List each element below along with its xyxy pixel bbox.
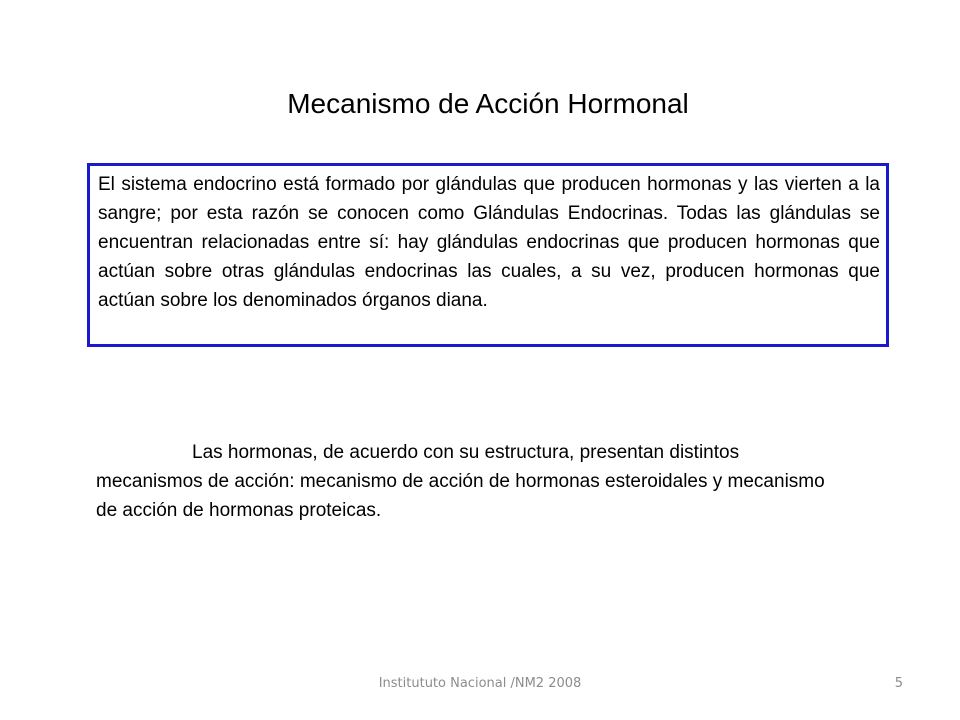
slide-title: Mecanismo de Acción Hormonal <box>287 88 689 119</box>
intro-text-box <box>87 163 889 347</box>
body-paragraph: Las hormonas, de acuerdo con su estructura, presentan distintos mecanismos de acción: mecanismo de acción de hormonas esteroidales y mecanismo de acción de hormonas proteicas. <box>96 442 825 521</box>
slide-footer <box>0 676 960 696</box>
intro-paragraph: El sistema endocrino está formado por glándulas que producen hormonas y las vierten a la sangre; por esta razón se conocen como Glándulas Endocrinas. Todas las glándulas se encuentran relacionadas entre sí: hay glándulas endocrinas que producen hormonas que actúan sobre otras glándulas endocrinas las cuales, a su vez, producen hormonas que actúan sobre los denominados órganos diana. <box>98 174 880 311</box>
footer-text: Institututo Nacional /NM2 2008 <box>378 676 582 691</box>
slide-number: 5 <box>894 676 903 691</box>
